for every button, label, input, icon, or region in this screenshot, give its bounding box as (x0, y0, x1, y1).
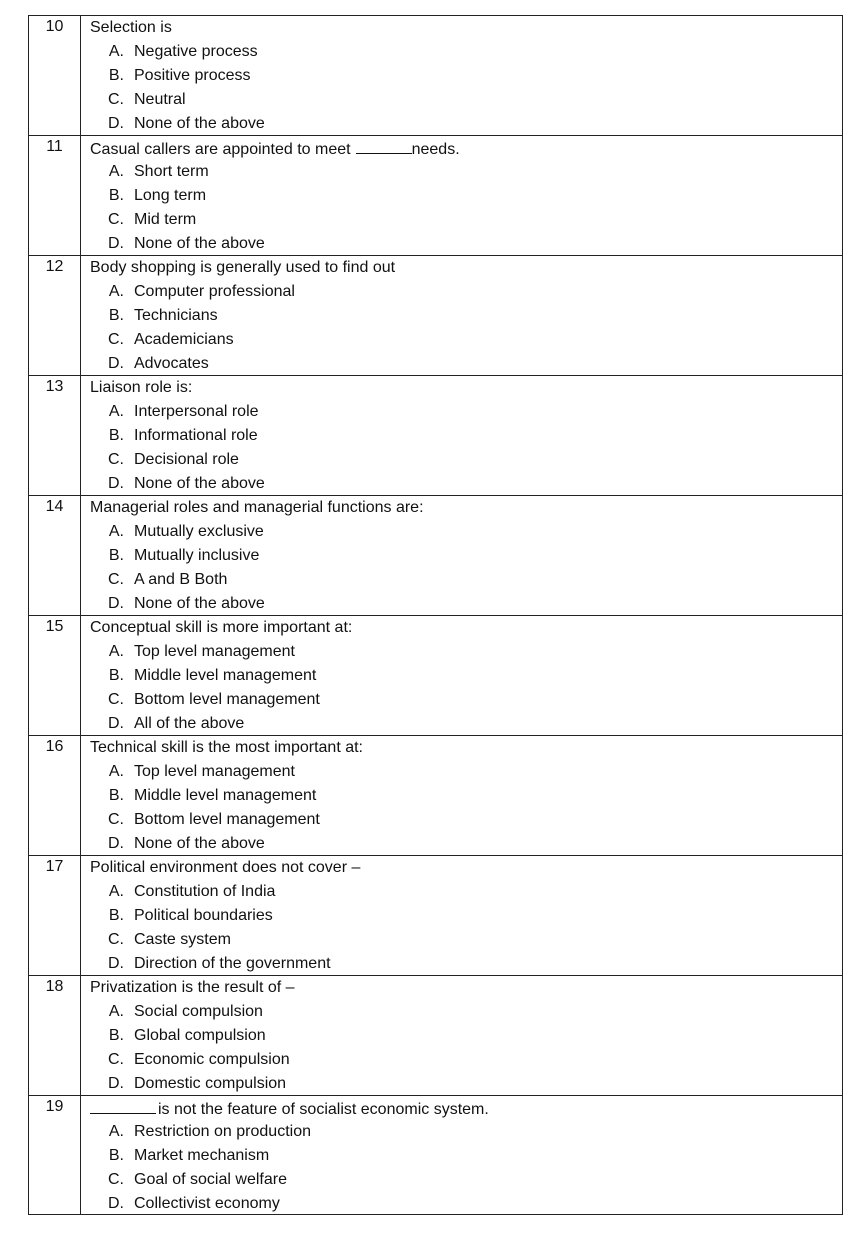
option-letter: D. (108, 595, 124, 612)
question-text (90, 16, 842, 40)
option-text: Short term (134, 163, 209, 180)
question-row (29, 496, 843, 616)
option-text: Neutral (134, 91, 186, 108)
question-number-cell (29, 976, 81, 1096)
question-text-before: Casual callers are appointed to meet (90, 141, 351, 158)
question-number-cell (29, 136, 81, 256)
option-letter: D. (108, 235, 124, 252)
option-letter: A. (108, 763, 124, 780)
question-number: 10 (45, 18, 64, 35)
option-c (90, 328, 842, 352)
question-number: 18 (45, 978, 64, 995)
question-table-body (29, 16, 843, 1215)
option-text: Decisional role (134, 451, 239, 468)
option-c (90, 1048, 842, 1072)
answer-blank (356, 136, 412, 154)
question-row (29, 136, 843, 256)
option-text: Long term (134, 187, 207, 204)
question-text (90, 976, 842, 1000)
question-content (90, 16, 842, 135)
question-text-before: Selection is (90, 19, 172, 36)
option-text: Middle level management (134, 667, 317, 684)
question-number-cell (29, 376, 81, 496)
option-text: Positive process (134, 67, 251, 84)
option-b (90, 1144, 842, 1168)
option-letter: A. (108, 643, 124, 660)
option-text: Constitution of India (134, 883, 276, 900)
option-c (90, 448, 842, 472)
question-number-cell (29, 736, 81, 856)
option-letter: B. (108, 187, 124, 204)
option-a (90, 880, 842, 904)
question-number: 19 (45, 1098, 64, 1115)
question-content (90, 256, 842, 375)
option-letter: D. (108, 1075, 124, 1092)
question-row (29, 256, 843, 376)
question-number-cell (29, 16, 81, 136)
option-c (90, 808, 842, 832)
option-text: Bottom level management (134, 691, 320, 708)
option-text: Caste system (134, 931, 231, 948)
option-text: Top level management (134, 763, 295, 780)
question-text-before: Managerial roles and managerial functions are: (90, 499, 424, 516)
option-text: Bottom level management (134, 811, 320, 828)
option-text: Informational role (134, 427, 258, 444)
question-body-cell (81, 616, 843, 736)
option-letter: B. (108, 427, 124, 444)
option-a (90, 280, 842, 304)
option-letter: A. (108, 1123, 124, 1140)
option-letter: C. (108, 931, 124, 948)
option-letter: C. (108, 331, 124, 348)
question-number-cell (29, 496, 81, 616)
question-number: 15 (45, 618, 64, 635)
option-text: Goal of social welfare (134, 1171, 287, 1188)
option-a (90, 640, 842, 664)
question-number: 11 (46, 138, 63, 155)
option-letter: B. (108, 1147, 124, 1164)
option-c (90, 208, 842, 232)
option-letter: A. (108, 1003, 124, 1020)
option-b (90, 184, 842, 208)
option-letter: C. (108, 1171, 124, 1188)
question-row (29, 976, 843, 1096)
question-content (90, 736, 842, 855)
question-number-cell (29, 856, 81, 976)
option-text: None of the above (134, 235, 265, 252)
question-row (29, 616, 843, 736)
option-letter: B. (108, 787, 124, 804)
question-number: 12 (45, 258, 64, 275)
option-text: Direction of the government (134, 955, 331, 972)
option-letter: D. (108, 1195, 124, 1212)
option-d (90, 232, 842, 256)
question-body-cell (81, 856, 843, 976)
option-text: Collectivist economy (134, 1195, 280, 1212)
question-content (90, 856, 842, 975)
question-content (90, 1096, 842, 1214)
question-number: 13 (45, 378, 64, 395)
question-body-cell (81, 376, 843, 496)
question-text-before: Technical skill is the most important at: (90, 739, 363, 756)
question-text-before: Privatization is the result of – (90, 979, 295, 996)
option-a (90, 1120, 842, 1144)
question-text-before: Political environment does not cover – (90, 859, 361, 876)
option-text: Market mechanism (134, 1147, 270, 1164)
option-text: Negative process (134, 43, 258, 60)
question-content (90, 376, 842, 495)
option-text: Restriction on production (134, 1123, 311, 1140)
option-text: Mid term (134, 211, 197, 228)
option-text: Interpersonal role (134, 403, 259, 420)
option-text: Top level management (134, 643, 295, 660)
question-text-after: needs. (411, 141, 460, 158)
option-letter: C. (108, 691, 124, 708)
question-number-cell (29, 1096, 81, 1215)
option-letter: D. (108, 115, 124, 132)
option-b (90, 304, 842, 328)
option-text: Technicians (134, 307, 218, 324)
option-text: Advocates (134, 355, 209, 372)
option-letter: A. (108, 283, 124, 300)
question-content (90, 496, 842, 615)
option-a (90, 40, 842, 64)
question-text (90, 496, 842, 520)
option-text: Political boundaries (134, 907, 273, 924)
option-text: Academicians (134, 331, 234, 348)
option-text: Economic compulsion (134, 1051, 290, 1068)
option-b (90, 1024, 842, 1048)
option-d (90, 472, 842, 496)
option-text: None of the above (134, 595, 265, 612)
option-b (90, 424, 842, 448)
question-content (90, 976, 842, 1095)
question-row (29, 1096, 843, 1215)
question-number: 17 (45, 858, 64, 875)
option-text: A and B Both (134, 571, 228, 588)
option-c (90, 928, 842, 952)
option-d (90, 352, 842, 376)
option-b (90, 784, 842, 808)
question-row (29, 856, 843, 976)
question-text (90, 136, 842, 160)
option-d (90, 592, 842, 616)
option-letter: A. (108, 523, 124, 540)
option-a (90, 760, 842, 784)
option-text: Mutually exclusive (134, 523, 264, 540)
question-text (90, 616, 842, 640)
option-c (90, 1168, 842, 1192)
option-letter: A. (108, 43, 124, 60)
question-body-cell (81, 16, 843, 136)
question-number: 14 (45, 498, 64, 515)
option-d (90, 1192, 842, 1216)
option-c (90, 568, 842, 592)
option-letter: D. (108, 715, 124, 732)
question-text (90, 1096, 842, 1120)
option-letter: C. (108, 1051, 124, 1068)
option-letter: B. (108, 1027, 124, 1044)
option-letter: A. (108, 403, 124, 420)
option-d (90, 712, 842, 736)
option-text: Mutually inclusive (134, 547, 260, 564)
option-letter: C. (108, 571, 124, 588)
question-body-cell (81, 256, 843, 376)
question-row (29, 16, 843, 136)
option-b (90, 664, 842, 688)
option-letter: C. (108, 451, 124, 468)
question-number-cell (29, 256, 81, 376)
question-text-after: is not the feature of socialist economic system. (158, 1101, 489, 1118)
option-c (90, 688, 842, 712)
option-letter: A. (108, 163, 124, 180)
option-letter: B. (108, 67, 124, 84)
option-a (90, 1000, 842, 1024)
option-text: None of the above (134, 835, 265, 852)
option-text: None of the above (134, 115, 265, 132)
option-letter: B. (108, 307, 124, 324)
question-number-cell (29, 616, 81, 736)
question-text (90, 856, 842, 880)
question-text-before: Conceptual skill is more important at: (90, 619, 353, 636)
option-letter: B. (108, 907, 124, 924)
option-letter: D. (108, 835, 124, 852)
option-b (90, 904, 842, 928)
question-text (90, 376, 842, 400)
option-text: None of the above (134, 475, 265, 492)
question-content (90, 616, 842, 735)
question-number: 16 (45, 738, 64, 755)
option-b (90, 64, 842, 88)
question-text-before: Liaison role is: (90, 379, 193, 396)
option-letter: A. (108, 883, 124, 900)
option-text: Computer professional (134, 283, 295, 300)
option-text: Social compulsion (134, 1003, 263, 1020)
option-a (90, 400, 842, 424)
option-d (90, 832, 842, 856)
option-letter: D. (108, 955, 124, 972)
question-content (90, 136, 842, 255)
option-a (90, 160, 842, 184)
question-body-cell (81, 496, 843, 616)
option-letter: C. (108, 211, 124, 228)
option-letter: B. (108, 667, 124, 684)
option-letter: D. (108, 355, 124, 372)
option-letter: C. (108, 91, 124, 108)
question-row (29, 736, 843, 856)
option-d (90, 112, 842, 136)
option-b (90, 544, 842, 568)
option-text: All of the above (134, 715, 245, 732)
question-body-cell (81, 1096, 843, 1215)
answer-blank (90, 1096, 156, 1114)
option-text: Middle level management (134, 787, 317, 804)
question-body-cell (81, 136, 843, 256)
question-text (90, 256, 842, 280)
option-letter: C. (108, 811, 124, 828)
option-d (90, 952, 842, 976)
option-c (90, 88, 842, 112)
question-body-cell (81, 736, 843, 856)
option-text: Domestic compulsion (134, 1075, 287, 1092)
question-row (29, 376, 843, 496)
option-text: Global compulsion (134, 1027, 266, 1044)
option-a (90, 520, 842, 544)
option-d (90, 1072, 842, 1096)
option-letter: B. (108, 547, 124, 564)
question-body-cell (81, 976, 843, 1096)
option-letter: D. (108, 475, 124, 492)
question-table (28, 15, 843, 1215)
question-text (90, 736, 842, 760)
question-text-before: Body shopping is generally used to find out (90, 259, 396, 276)
